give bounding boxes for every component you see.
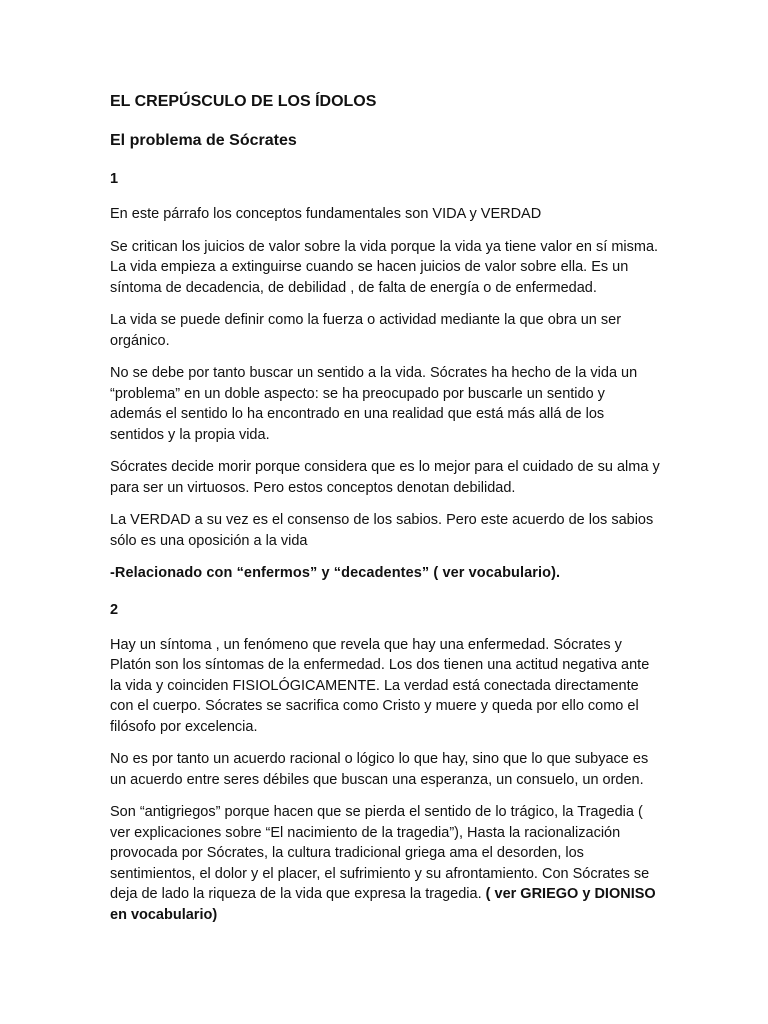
paragraph: La vida se puede definir como la fuerza o actividad mediante la que obra un ser orgánico. <box>110 312 622 349</box>
document-page <box>110 91 660 937</box>
section-number-1: 1 <box>110 171 119 187</box>
paragraph: Sócrates decide morir porque considera que es lo mejor para el cuidado de su alma y para ser un virtuosos. Pero estos conceptos denotan debilidad. <box>110 459 660 496</box>
paragraph: No se debe por tanto buscar un sentido a la vida. Sócrates ha hecho de la vida un “problema” en un doble aspecto: se ha preocupado por buscarle un sentido y además el sentido lo ha encontrado en una realidad que está más allá de los sentidos y la propia vida. <box>110 365 638 443</box>
vocabulary-note: -Relacionado con “enfermos” y “decadentes” ( ver vocabulario). <box>110 565 561 581</box>
paragraph-text: Son “antigriegos” porque hacen que se pierda el sentido de lo trágico, la Tragedia ( ver explicaciones sobre “El nacimiento de la tragedia”), Hasta la racionalización provocada por Sócrates, la cultura tradicional griega ama el desorden, los sentimientos, el dolor y el placer, el sufrimiento y su afrontamiento. Con Sócrates se deja de lado la riqueza de la vida que expresa la tragedia. <box>110 804 650 902</box>
section-number-2: 2 <box>110 601 119 618</box>
document-title: EL CREPÚSCULO DE LOS ÍDOLOS <box>110 93 377 110</box>
paragraph: La VERDAD a su vez es el consenso de los sabios. Pero este acuerdo de los sabios sólo es una oposición a la vida <box>110 512 654 549</box>
vocabulary-reference: ( ver GRIEGO y DIONISO en vocabulario) <box>110 886 656 923</box>
paragraph: En este párrafo los conceptos fundamentales son VIDA y VERDAD <box>110 206 542 222</box>
paragraph: Hay un síntoma , un fenómeno que revela que hay una enfermedad. Sócrates y Platón son los síntomas de la enfermedad. Los dos tienen una actitud negativa ante la vida y coinciden FISIOLÓGICAMENTE. La verdad está conectada directamente con el cuerpo. Sócrates se sacrifica como Cristo y muere y queda por ello como el filósofo por excelencia. <box>110 636 650 735</box>
paragraph-with-note <box>110 802 660 925</box>
paragraph: Se critican los juicios de valor sobre la vida porque la vida ya tiene valor en sí misma. La vida empieza a extinguirse cuando se hacen juicios de valor sobre ella. Es un síntoma de decadencia, de debilidad , de falta de energía o de enfermedad. <box>110 238 659 296</box>
document-subtitle: El problema de Sócrates <box>110 132 297 149</box>
paragraph: No es por tanto un acuerdo racional o lógico lo que hay, sino que lo que subyace es un acuerdo entre seres débiles que buscan una esperanza, un consuelo, un orden. <box>110 751 649 788</box>
